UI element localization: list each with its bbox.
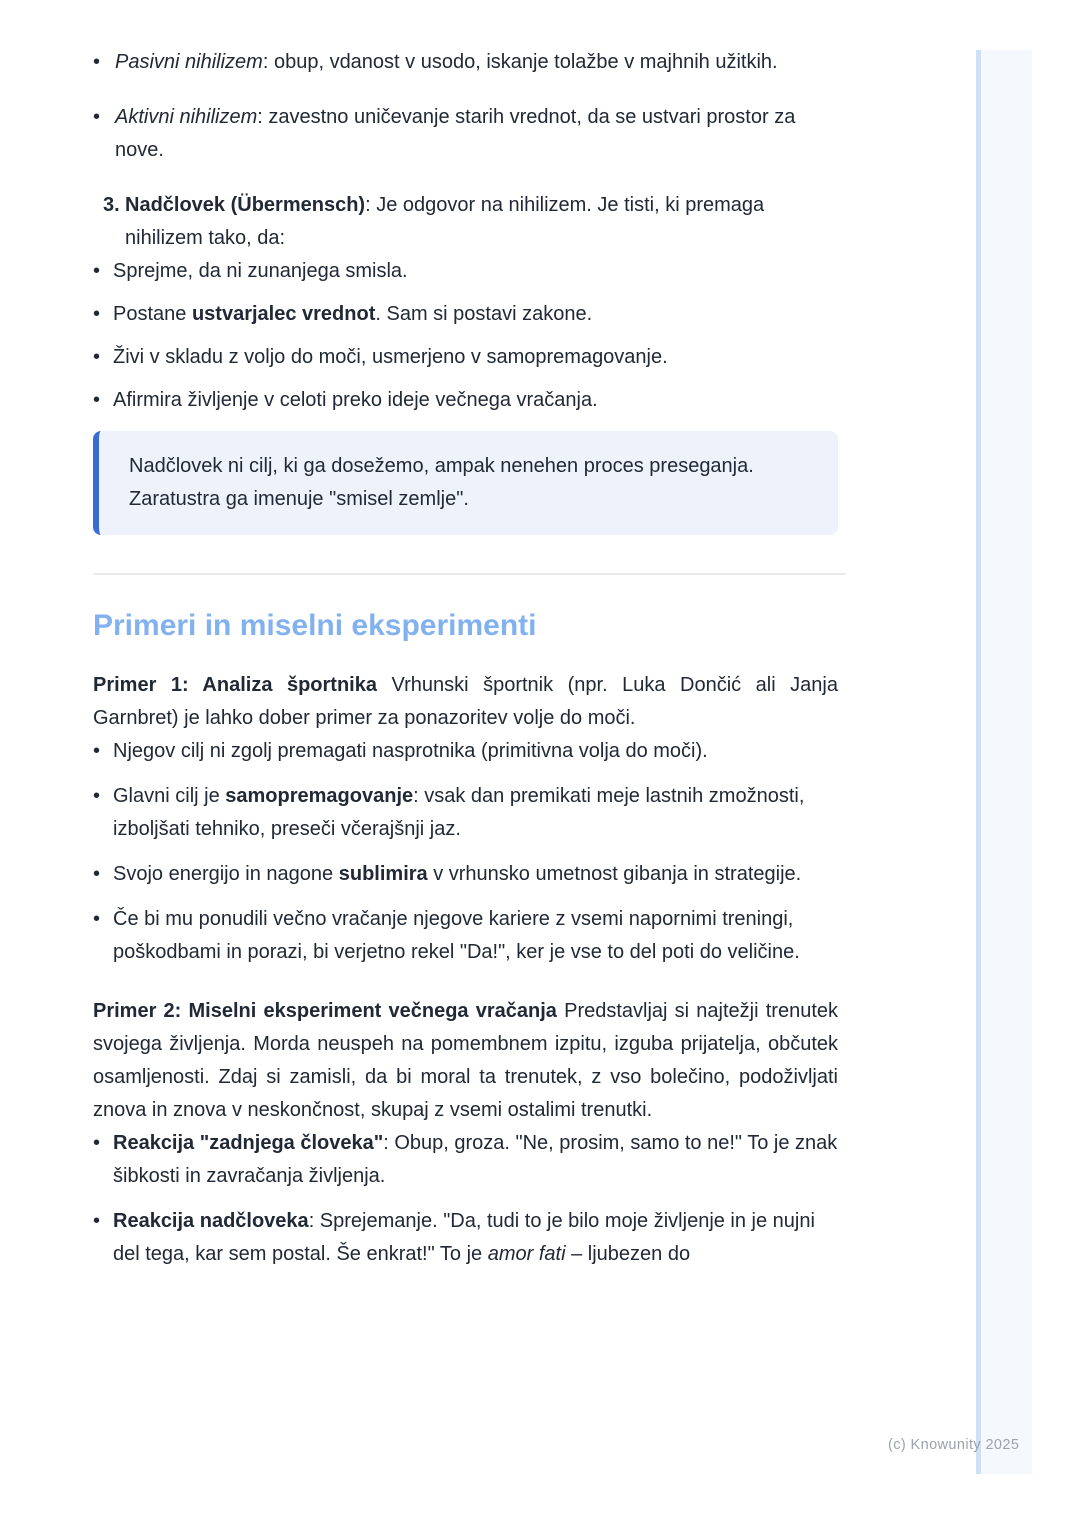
list-item (93, 384, 838, 417)
list-item-text: Glavni cilj je samopremagovanje: vsak dan premikati meje lastnih zmožnosti, izboljšati tehniko, preseči včerajšnji jaz. (113, 785, 805, 840)
list-item (93, 1205, 838, 1271)
bullet-icon: • (93, 106, 101, 128)
list-item-text: Reakcija "zadnjega človeka": Obup, groza. "Ne, prosim, samo to ne!" To je znak šibkosti in zavračanja življenja. (113, 1132, 838, 1187)
primer1-paragraph: Primer 1: Analiza športnika Vrhunski športnik (npr. Luka Dončić ali Janja Garnbret) je lahko dober primer za ponazoritev volje do moči. (93, 674, 838, 729)
list-item-text: Sprejme, da ni zunanjega smisla. (113, 260, 408, 282)
list-item (93, 903, 838, 969)
bullet-icon: • (93, 389, 101, 411)
page-edge-bar (976, 50, 1032, 1474)
copyright-watermark: (c) Knowunity 2025 (888, 1437, 1020, 1453)
list-item (93, 46, 838, 79)
primer1-bullet-list (93, 735, 838, 969)
callout-quote-text: Nadčlovek ni cilj, ki ga dosežemo, ampak nenehen proces preseganja. Zaratustra ga imenuje "smisel zemlje". (129, 455, 754, 510)
list-item (93, 735, 838, 768)
list-item-text: Aktivni nihilizem: zavestno uničevanje starih vrednot, da se ustvari prostor za nove. (115, 106, 796, 161)
list-item (93, 255, 838, 288)
primer2-paragraph: Primer 2: Miselni eksperiment večnega vračanja Predstavljaj si najtežji trenutek svojega življenja. Morda neuspeh na pomembnem izpitu, izguba prijatelja, občutek osamljenosti. Zdaj si zamisli, da bi moral ta trenutek, z vso bolečino, podoživljati znova in znova v neskončnost, skupaj z vsemi ostalimi trenutki. (93, 1000, 838, 1121)
bullet-icon: • (93, 346, 101, 368)
bullet-icon: • (93, 785, 101, 807)
primer2-bullet-list (93, 1127, 838, 1271)
list-item-text: Reakcija nadčloveka: Sprejemanje. "Da, tudi to je bilo moje življenje in je nujni del tega, kar sem postal. Še enkrat!" To je amor fati – ljubezen do (113, 1210, 815, 1265)
list-item (93, 780, 838, 846)
section-divider (93, 573, 846, 575)
list-item (93, 341, 838, 374)
document-content (93, 46, 838, 1271)
bullet-icon: • (93, 303, 101, 325)
bullet-icon: • (93, 1210, 101, 1232)
item3-sub-bullet-list (93, 255, 838, 417)
bullet-icon: • (93, 863, 101, 885)
section-heading: Primeri in miselni eksperimenti (93, 609, 537, 642)
bullet-icon: • (93, 908, 101, 930)
list-item-text: Svojo energijo in nagone sublimira v vrhunsko umetnost gibanja in strategije. (113, 863, 802, 885)
numbered-item-row (93, 189, 838, 255)
callout-quote (93, 431, 838, 535)
list-item-text: Postane ustvarjalec vrednot. Sam si postavi zakone. (113, 303, 593, 325)
list-item (93, 298, 838, 331)
list-item (93, 1127, 838, 1193)
nihilism-bullet-list (93, 46, 838, 167)
bullet-icon: • (93, 260, 101, 282)
list-item-text: Njegov cilj ni zgolj premagati nasprotnika (primitivna volja do moči). (113, 740, 708, 762)
list-item-text: Živi v skladu z voljo do moči, usmerjeno v samopremagovanje. (113, 346, 668, 368)
list-item-text: Afirmira življenje v celoti preko ideje večnega vračanja. (113, 389, 598, 411)
list-item (93, 101, 838, 167)
bullet-icon: • (93, 1132, 101, 1154)
bullet-icon: • (93, 740, 101, 762)
numbered-item-text: Nadčlovek (Übermensch): Je odgovor na nihilizem. Je tisti, ki premaga nihilizem tako, da: (125, 194, 765, 249)
list-item (93, 858, 838, 891)
list-number: 3. (103, 194, 120, 216)
list-item-text: Če bi mu ponudili večno vračanje njegove kariere z vsemi napornimi treningi, poškodbami in porazi, bi verjetno rekel "Da!", ker je vse to del poti do veličine. (113, 908, 800, 963)
bullet-icon: • (93, 51, 101, 73)
list-item-text: Pasivni nihilizem: obup, vdanost v usodo, iskanje tolažbe v majhnih užitkih. (115, 51, 778, 73)
numbered-item-3 (93, 189, 838, 417)
